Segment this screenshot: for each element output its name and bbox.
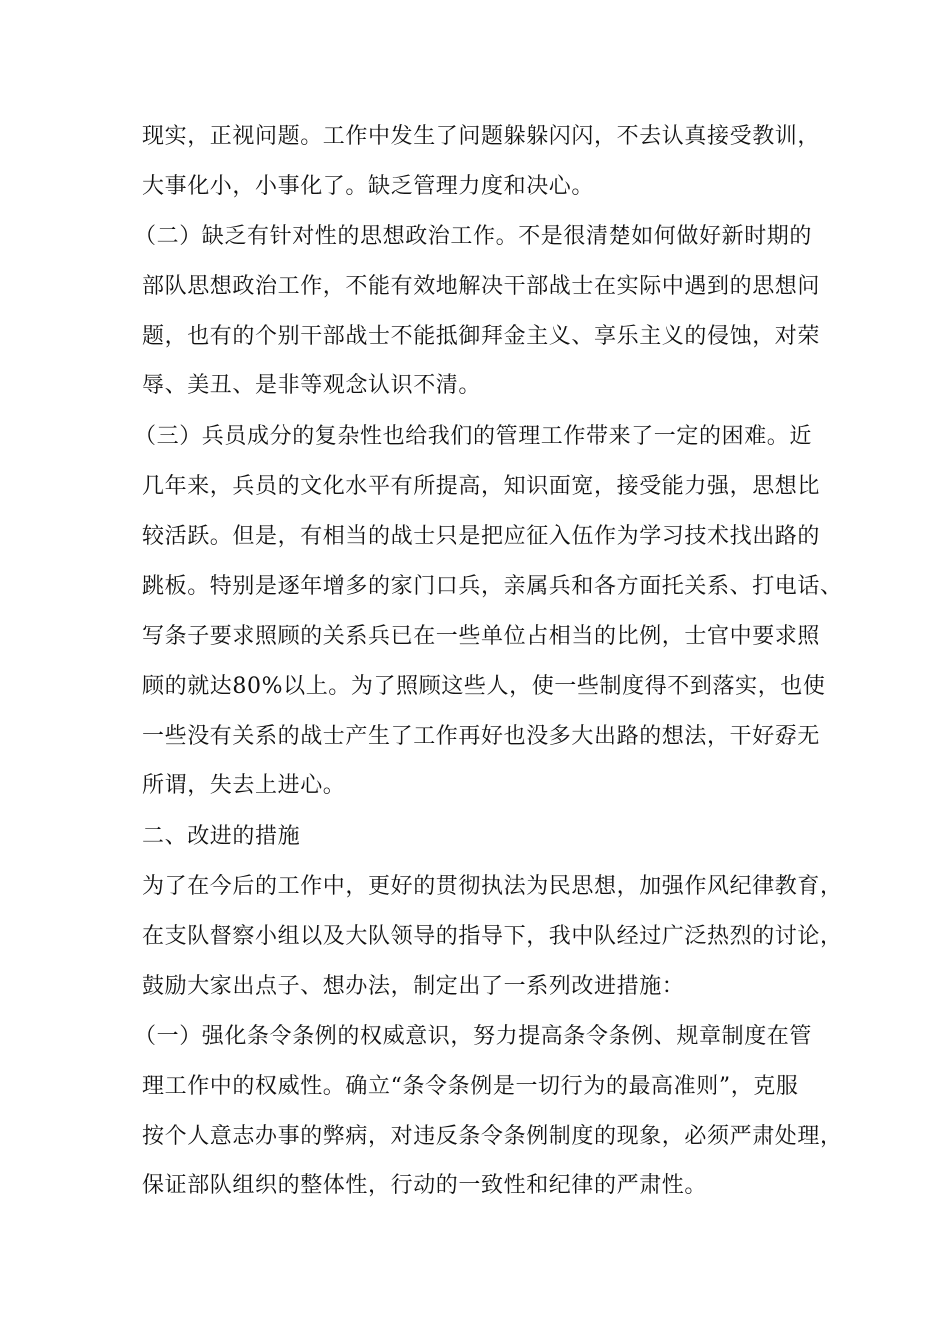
text-line: 鼓励大家出点子、想办法，制定出了一系列改进措施：: [142, 974, 685, 999]
text-line: 现实，正视问题。工作中发生了问题躲躲闪闪，不去认真接受教训，: [142, 124, 821, 149]
text-line: 保证部队组织的整体性，行动的一致性和纪律的严肃性。: [142, 1173, 708, 1198]
text-line: 顾的就达80%以上。为了照顾这些人，使一些制度得不到落实，也使: [142, 674, 826, 699]
text-line: 理工作中的权威性。确立“条令条例是一切行为的最高准则”，克服: [142, 1074, 799, 1099]
text-line: 较活跃。但是，有相当的战士只是把应征入伍作为学习技术找出路的: [142, 524, 821, 549]
text-line: 为了在今后的工作中，更好的贯彻执法为民思想，加强作风纪律教育，: [142, 874, 843, 899]
text-line: 一些没有关系的战士产生了工作再好也没多大出路的想法，干好孬无: [142, 724, 821, 749]
text-line: 写条子要求照顾的关系兵已在一些单位占相当的比例，士官中要求照: [142, 624, 821, 649]
text-line: 所谓，失去上进心。: [142, 773, 346, 798]
text-line: （二）缺乏有针对性的思想政治工作。不是很清楚如何做好新时期的: [134, 224, 813, 249]
text-line: 部队思想政治工作，不能有效地解决干部战士在实际中遇到的思想问: [142, 274, 821, 299]
text-line: 在支队督察小组以及大队领导的指导下，我中队经过广泛热烈的讨论，: [142, 924, 843, 949]
text-line: 大事化小，小事化了。缺乏管理力度和决心。: [142, 174, 595, 199]
text-line: 跳板。特别是逐年增多的家门口兵，亲属兵和各方面托关系、打电话、: [142, 574, 843, 599]
text-line: 几年来，兵员的文化水平有所提高，知识面宽，接受能力强，思想比: [142, 474, 821, 499]
section-heading: 二、改进的措施: [142, 824, 301, 849]
text-line: 题，也有的个别干部战士不能抵御拜金主义、享乐主义的侵蚀，对荣: [142, 324, 821, 349]
text-line: 辱、美丑、是非等观念认识不清。: [142, 373, 482, 398]
text-line: （一）强化条令条例的权威意识，努力提高条令条例、规章制度在管: [134, 1024, 813, 1049]
text-line: 按个人意志办事的弊病，对违反条令条例制度的现象，必须严肃处理，: [142, 1124, 843, 1149]
text-line: （三）兵员成分的复杂性也给我们的管理工作带来了一定的困难。近: [134, 424, 813, 449]
